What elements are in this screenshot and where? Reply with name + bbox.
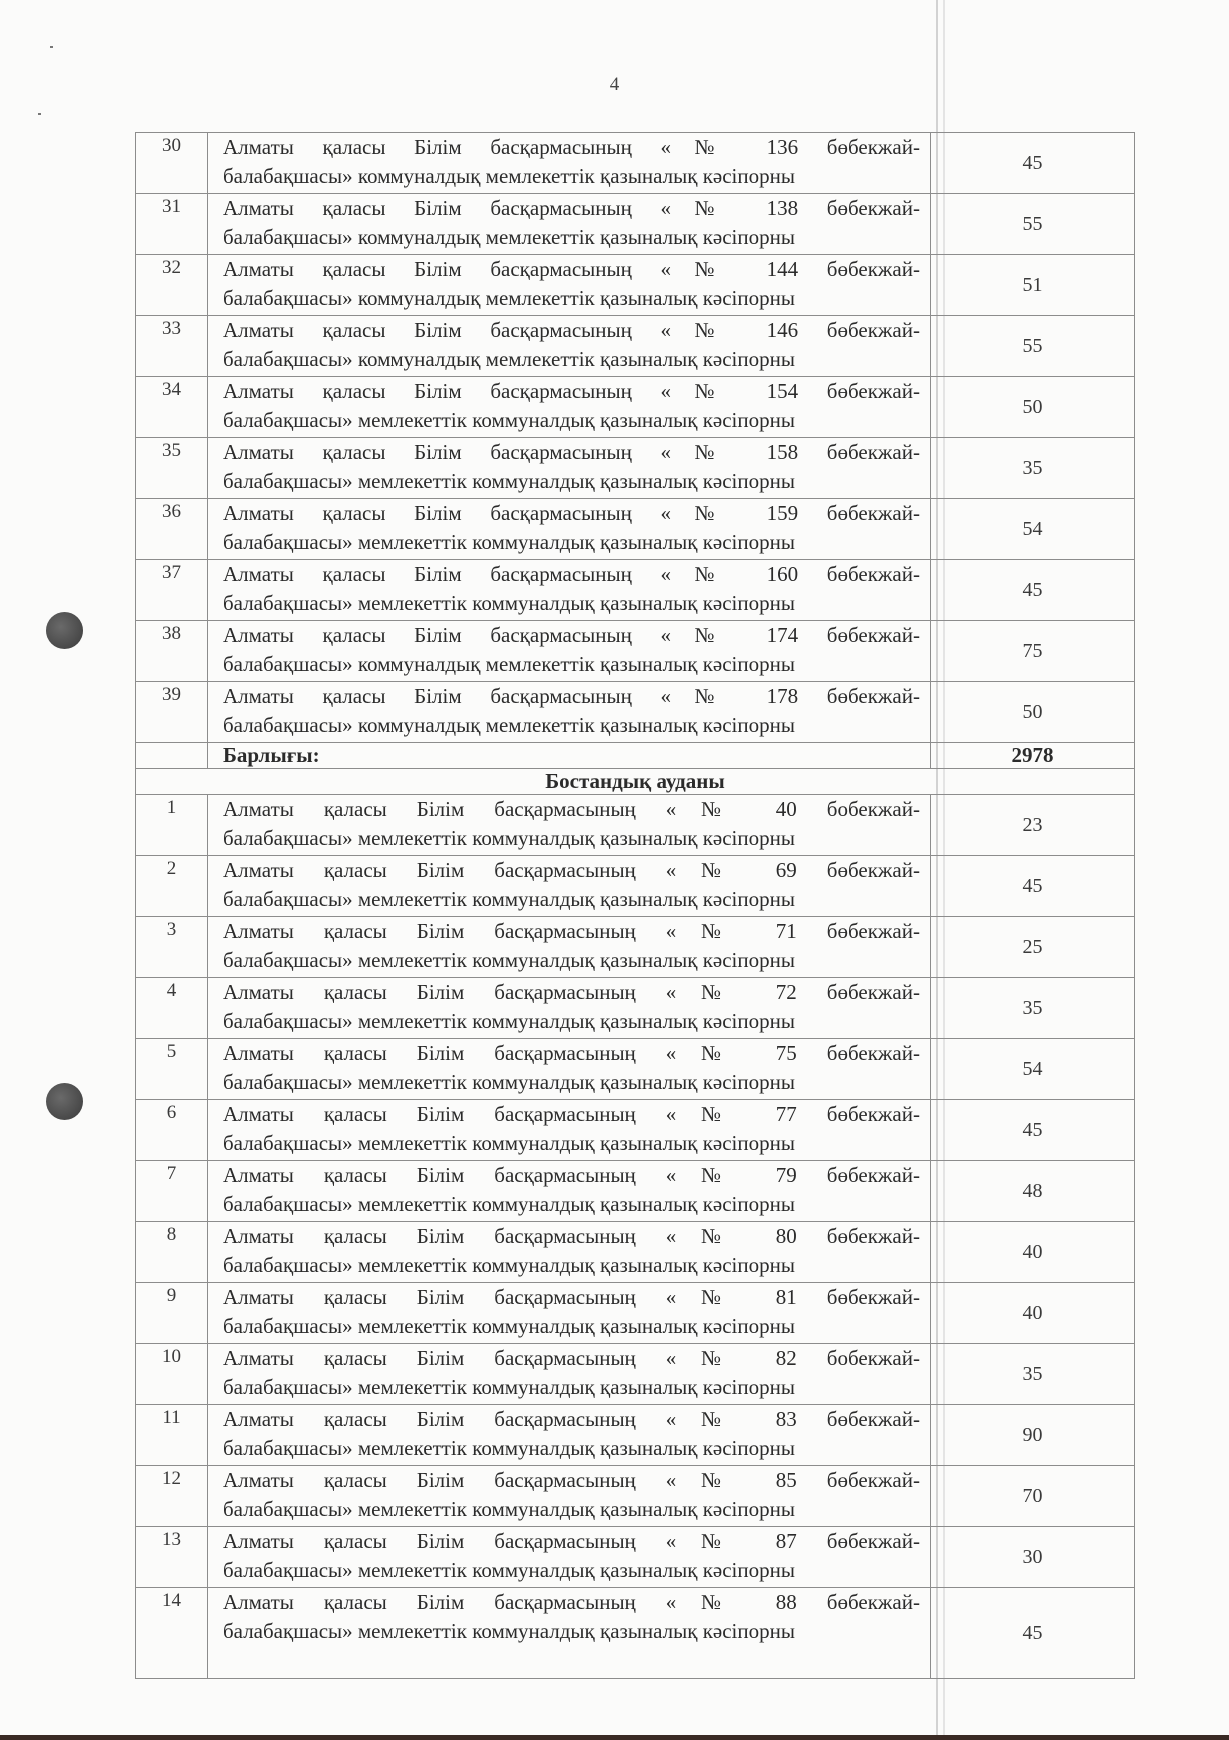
institution-name-line2: балабақшасы» мемлекеттік коммуналдық қазыналық кәсіпорны xyxy=(223,1497,795,1521)
institution-name-line1: Алматы қаласы Білім басқармасының «№ 174 бөбекжай- xyxy=(223,623,920,647)
institution-name-line1: Алматы қаласы Білім басқармасының «№ 144 бөбекжай- xyxy=(223,257,920,281)
institution-name-line1: Алматы қаласы Білім басқармасының «№ 69 бөбекжай- xyxy=(223,858,920,882)
place-count: 25 xyxy=(931,917,1135,978)
institution-name-line1: Алматы қаласы Білім басқармасының «№ 159 бөбекжай- xyxy=(223,501,920,525)
institution-name-line1: Алматы қаласы Білім басқармасының «№ 40 бобекжай- xyxy=(223,797,920,821)
place-count: 70 xyxy=(931,1466,1135,1527)
place-count: 35 xyxy=(931,978,1135,1039)
place-count: 23 xyxy=(931,795,1135,856)
institution-name-line1: Алматы қаласы Білім басқармасының «№ 138 бөбекжай- xyxy=(223,196,920,220)
institution-name-line1: Алматы қаласы Білім басқармасының «№ 87 бөбекжай- xyxy=(223,1529,920,1553)
row-number: 32 xyxy=(136,255,208,316)
institution-name-line2: балабақшасы» мемлекеттік коммуналдық қазыналық кәсіпорны xyxy=(223,887,795,911)
place-count: 45 xyxy=(931,1100,1135,1161)
kindergarten-table xyxy=(135,132,1135,1679)
table-row xyxy=(136,1283,1135,1344)
institution-name-line1: Алматы қаласы Білім басқармасының «№ 77 бөбекжай- xyxy=(223,1102,920,1126)
institution-name-line1: Алматы қаласы Білім басқармасының «№ 80 бөбекжай- xyxy=(223,1224,920,1248)
table-row xyxy=(136,682,1135,743)
institution-name xyxy=(208,316,931,377)
table-row xyxy=(136,194,1135,255)
row-number: 11 xyxy=(136,1405,208,1466)
row-number: 2 xyxy=(136,856,208,917)
row-number: 36 xyxy=(136,499,208,560)
place-count: 40 xyxy=(931,1222,1135,1283)
row-number: 8 xyxy=(136,1222,208,1283)
table-row xyxy=(136,1344,1135,1405)
table-row xyxy=(136,255,1135,316)
institution-name-line2: балабақшасы» коммуналдық мемлекеттік қазыналық кәсіпорны xyxy=(223,347,795,371)
institution-name xyxy=(208,1588,931,1679)
institution-name-line2: балабақшасы» мемлекеттік коммуналдық қазыналық кәсіпорны xyxy=(223,1192,795,1216)
institution-name-line2: балабақшасы» мемлекеттік коммуналдық қазыналық кәсіпорны xyxy=(223,1619,795,1643)
institution-name-line2: балабақшасы» мемлекеттік коммуналдық қазыналық кәсіпорны xyxy=(223,408,795,432)
institution-name xyxy=(208,1466,931,1527)
place-count: 90 xyxy=(931,1405,1135,1466)
table-row xyxy=(136,1588,1135,1679)
row-number: 7 xyxy=(136,1161,208,1222)
institution-name-line1: Алматы қаласы Білім басқармасының «№ 81 бөбекжай- xyxy=(223,1285,920,1309)
place-count: 51 xyxy=(931,255,1135,316)
place-count: 55 xyxy=(931,316,1135,377)
institution-name-line1: Алматы қаласы Білім басқармасының «№ 72 бөбекжай- xyxy=(223,980,920,1004)
place-count: 54 xyxy=(931,499,1135,560)
row-number: 38 xyxy=(136,621,208,682)
institution-name xyxy=(208,1039,931,1100)
institution-name-line1: Алматы қаласы Білім басқармасының «№ 75 бөбекжай- xyxy=(223,1041,920,1065)
row-number: 12 xyxy=(136,1466,208,1527)
place-count: 54 xyxy=(931,1039,1135,1100)
place-count: 40 xyxy=(931,1283,1135,1344)
institution-name-line1: Алматы қаласы Білім басқармасының «№ 85 бөбекжай- xyxy=(223,1468,920,1492)
institution-name xyxy=(208,1283,931,1344)
institution-name-line2: балабақшасы» мемлекеттік коммуналдық қазыналық кәсіпорны xyxy=(223,1375,795,1399)
institution-name xyxy=(208,194,931,255)
place-count: 45 xyxy=(931,1588,1135,1679)
institution-name-line2: балабақшасы» мемлекеттік коммуналдық қазыналық кәсіпорны xyxy=(223,826,795,850)
institution-name-line1: Алматы қаласы Білім басқармасының «№ 146 бөбекжай- xyxy=(223,318,920,342)
table-row xyxy=(136,856,1135,917)
place-count: 45 xyxy=(931,856,1135,917)
institution-name xyxy=(208,255,931,316)
institution-name xyxy=(208,1405,931,1466)
place-count: 35 xyxy=(931,438,1135,499)
scan-speck xyxy=(50,46,53,48)
page-number: 4 xyxy=(609,74,620,95)
institution-name-line1: Алматы қаласы Білім басқармасының «№ 79 бөбекжай- xyxy=(223,1163,920,1187)
total-num-cell xyxy=(136,743,208,769)
institution-name-line1: Алматы қаласы Білім басқармасының «№ 160 бөбекжай- xyxy=(223,562,920,586)
institution-name-line2: балабақшасы» мемлекеттік коммуналдық қазыналық кәсіпорны xyxy=(223,1558,795,1582)
scan-speck xyxy=(38,113,41,115)
institution-name xyxy=(208,1527,931,1588)
place-count: 45 xyxy=(931,133,1135,194)
table-row xyxy=(136,1405,1135,1466)
table-row xyxy=(136,1222,1135,1283)
institution-name-line1: Алматы қаласы Білім басқармасының «№ 154 бөбекжай- xyxy=(223,379,920,403)
institution-name-line1: Алматы қаласы Білім басқармасының «№ 158 бөбекжай- xyxy=(223,440,920,464)
section-row xyxy=(136,769,1135,795)
table-row xyxy=(136,1100,1135,1161)
institution-name-line2: балабақшасы» мемлекеттік коммуналдық қазыналық кәсіпорны xyxy=(223,469,795,493)
institution-name xyxy=(208,682,931,743)
table-row xyxy=(136,377,1135,438)
institution-name-line2: балабақшасы» мемлекеттік коммуналдық қазыналық кәсіпорны xyxy=(223,1436,795,1460)
institution-name xyxy=(208,1161,931,1222)
institution-name-line2: балабақшасы» коммуналдық мемлекеттік қазыналық кәсіпорны xyxy=(223,164,795,188)
institution-name-line2: балабақшасы» мемлекеттік коммуналдық қазыналық кәсіпорны xyxy=(223,591,795,615)
institution-name xyxy=(208,621,931,682)
institution-name-line1: Алматы қаласы Білім басқармасының «№ 71 бөбекжай- xyxy=(223,919,920,943)
institution-name xyxy=(208,856,931,917)
table-row xyxy=(136,917,1135,978)
institution-name-line1: Алматы қаласы Білім басқармасының «№ 83 бөбекжай- xyxy=(223,1407,920,1431)
total-value: 2978 xyxy=(931,743,1135,769)
row-number: 3 xyxy=(136,917,208,978)
institution-name xyxy=(208,438,931,499)
institution-name-line2: балабақшасы» мемлекеттік коммуналдық қазыналық кәсіпорны xyxy=(223,1131,795,1155)
row-number: 35 xyxy=(136,438,208,499)
place-count: 50 xyxy=(931,682,1135,743)
row-number: 37 xyxy=(136,560,208,621)
table-row xyxy=(136,1161,1135,1222)
section-title: Бостандық ауданы xyxy=(136,769,1135,795)
row-number: 1 xyxy=(136,795,208,856)
place-count: 75 xyxy=(931,621,1135,682)
institution-name xyxy=(208,133,931,194)
row-number: 30 xyxy=(136,133,208,194)
institution-name-line2: балабақшасы» коммуналдық мемлекеттік қазыналық кәсіпорны xyxy=(223,286,795,310)
table-row xyxy=(136,1039,1135,1100)
institution-name-line1: Алматы қаласы Білім басқармасының «№ 136 бөбекжай- xyxy=(223,135,920,159)
row-number: 33 xyxy=(136,316,208,377)
row-number: 13 xyxy=(136,1527,208,1588)
place-count: 30 xyxy=(931,1527,1135,1588)
total-label: Барлығы: xyxy=(208,743,931,769)
row-number: 34 xyxy=(136,377,208,438)
institution-name xyxy=(208,377,931,438)
institution-name-line2: балабақшасы» мемлекеттік коммуналдық қазыналық кәсіпорны xyxy=(223,1009,795,1033)
row-number: 10 xyxy=(136,1344,208,1405)
table-row xyxy=(136,795,1135,856)
table-summary xyxy=(136,743,1135,795)
institution-name-line2: балабақшасы» мемлекеттік коммуналдық қазыналық кәсіпорны xyxy=(223,1070,795,1094)
institution-name-line2: балабақшасы» коммуналдық мемлекеттік қазыналық кәсіпорны xyxy=(223,713,795,737)
table-row xyxy=(136,621,1135,682)
institution-name-line1: Алматы қаласы Білім басқармасының «№ 88 бөбекжай- xyxy=(223,1590,920,1614)
institution-name xyxy=(208,917,931,978)
institution-name-line2: балабақшасы» мемлекеттік коммуналдық қазыналық кәсіпорны xyxy=(223,948,795,972)
institution-name-line1: Алматы қаласы Білім басқармасының «№ 178 бөбекжай- xyxy=(223,684,920,708)
institution-name xyxy=(208,1222,931,1283)
institution-name-line2: балабақшасы» коммуналдық мемлекеттік қазыналық кәсіпорны xyxy=(223,652,795,676)
place-count: 55 xyxy=(931,194,1135,255)
place-count: 50 xyxy=(931,377,1135,438)
table-row xyxy=(136,438,1135,499)
institution-name xyxy=(208,795,931,856)
institution-name xyxy=(208,1344,931,1405)
table-row xyxy=(136,499,1135,560)
table-row xyxy=(136,1466,1135,1527)
row-number: 39 xyxy=(136,682,208,743)
table-section-part1 xyxy=(136,133,1135,743)
total-row xyxy=(136,743,1135,769)
punch-hole xyxy=(46,612,83,649)
place-count: 48 xyxy=(931,1161,1135,1222)
table-row xyxy=(136,133,1135,194)
institution-name-line2: балабақшасы» мемлекеттік коммуналдық қазыналық кәсіпорны xyxy=(223,1253,795,1277)
place-count: 35 xyxy=(931,1344,1135,1405)
institution-name-line2: балабақшасы» коммуналдық мемлекеттік қазыналық кәсіпорны xyxy=(223,225,795,249)
table-section-part2 xyxy=(136,795,1135,1679)
table-row xyxy=(136,978,1135,1039)
institution-name-line2: балабақшасы» мемлекеттік коммуналдық қазыналық кәсіпорны xyxy=(223,1314,795,1338)
row-number: 5 xyxy=(136,1039,208,1100)
table-row xyxy=(136,316,1135,377)
scan-edge xyxy=(0,1735,1229,1740)
row-number: 6 xyxy=(136,1100,208,1161)
row-number: 31 xyxy=(136,194,208,255)
institution-name-line2: балабақшасы» мемлекеттік коммуналдық қазыналық кәсіпорны xyxy=(223,530,795,554)
table-row xyxy=(136,1527,1135,1588)
institution-name xyxy=(208,560,931,621)
row-number: 14 xyxy=(136,1588,208,1679)
place-count: 45 xyxy=(931,560,1135,621)
row-number: 9 xyxy=(136,1283,208,1344)
institution-name-line1: Алматы қаласы Білім басқармасының «№ 82 бобекжай- xyxy=(223,1346,920,1370)
institution-name xyxy=(208,978,931,1039)
institution-name xyxy=(208,1100,931,1161)
punch-hole xyxy=(46,1083,83,1120)
row-number: 4 xyxy=(136,978,208,1039)
institution-name xyxy=(208,499,931,560)
table-row xyxy=(136,560,1135,621)
